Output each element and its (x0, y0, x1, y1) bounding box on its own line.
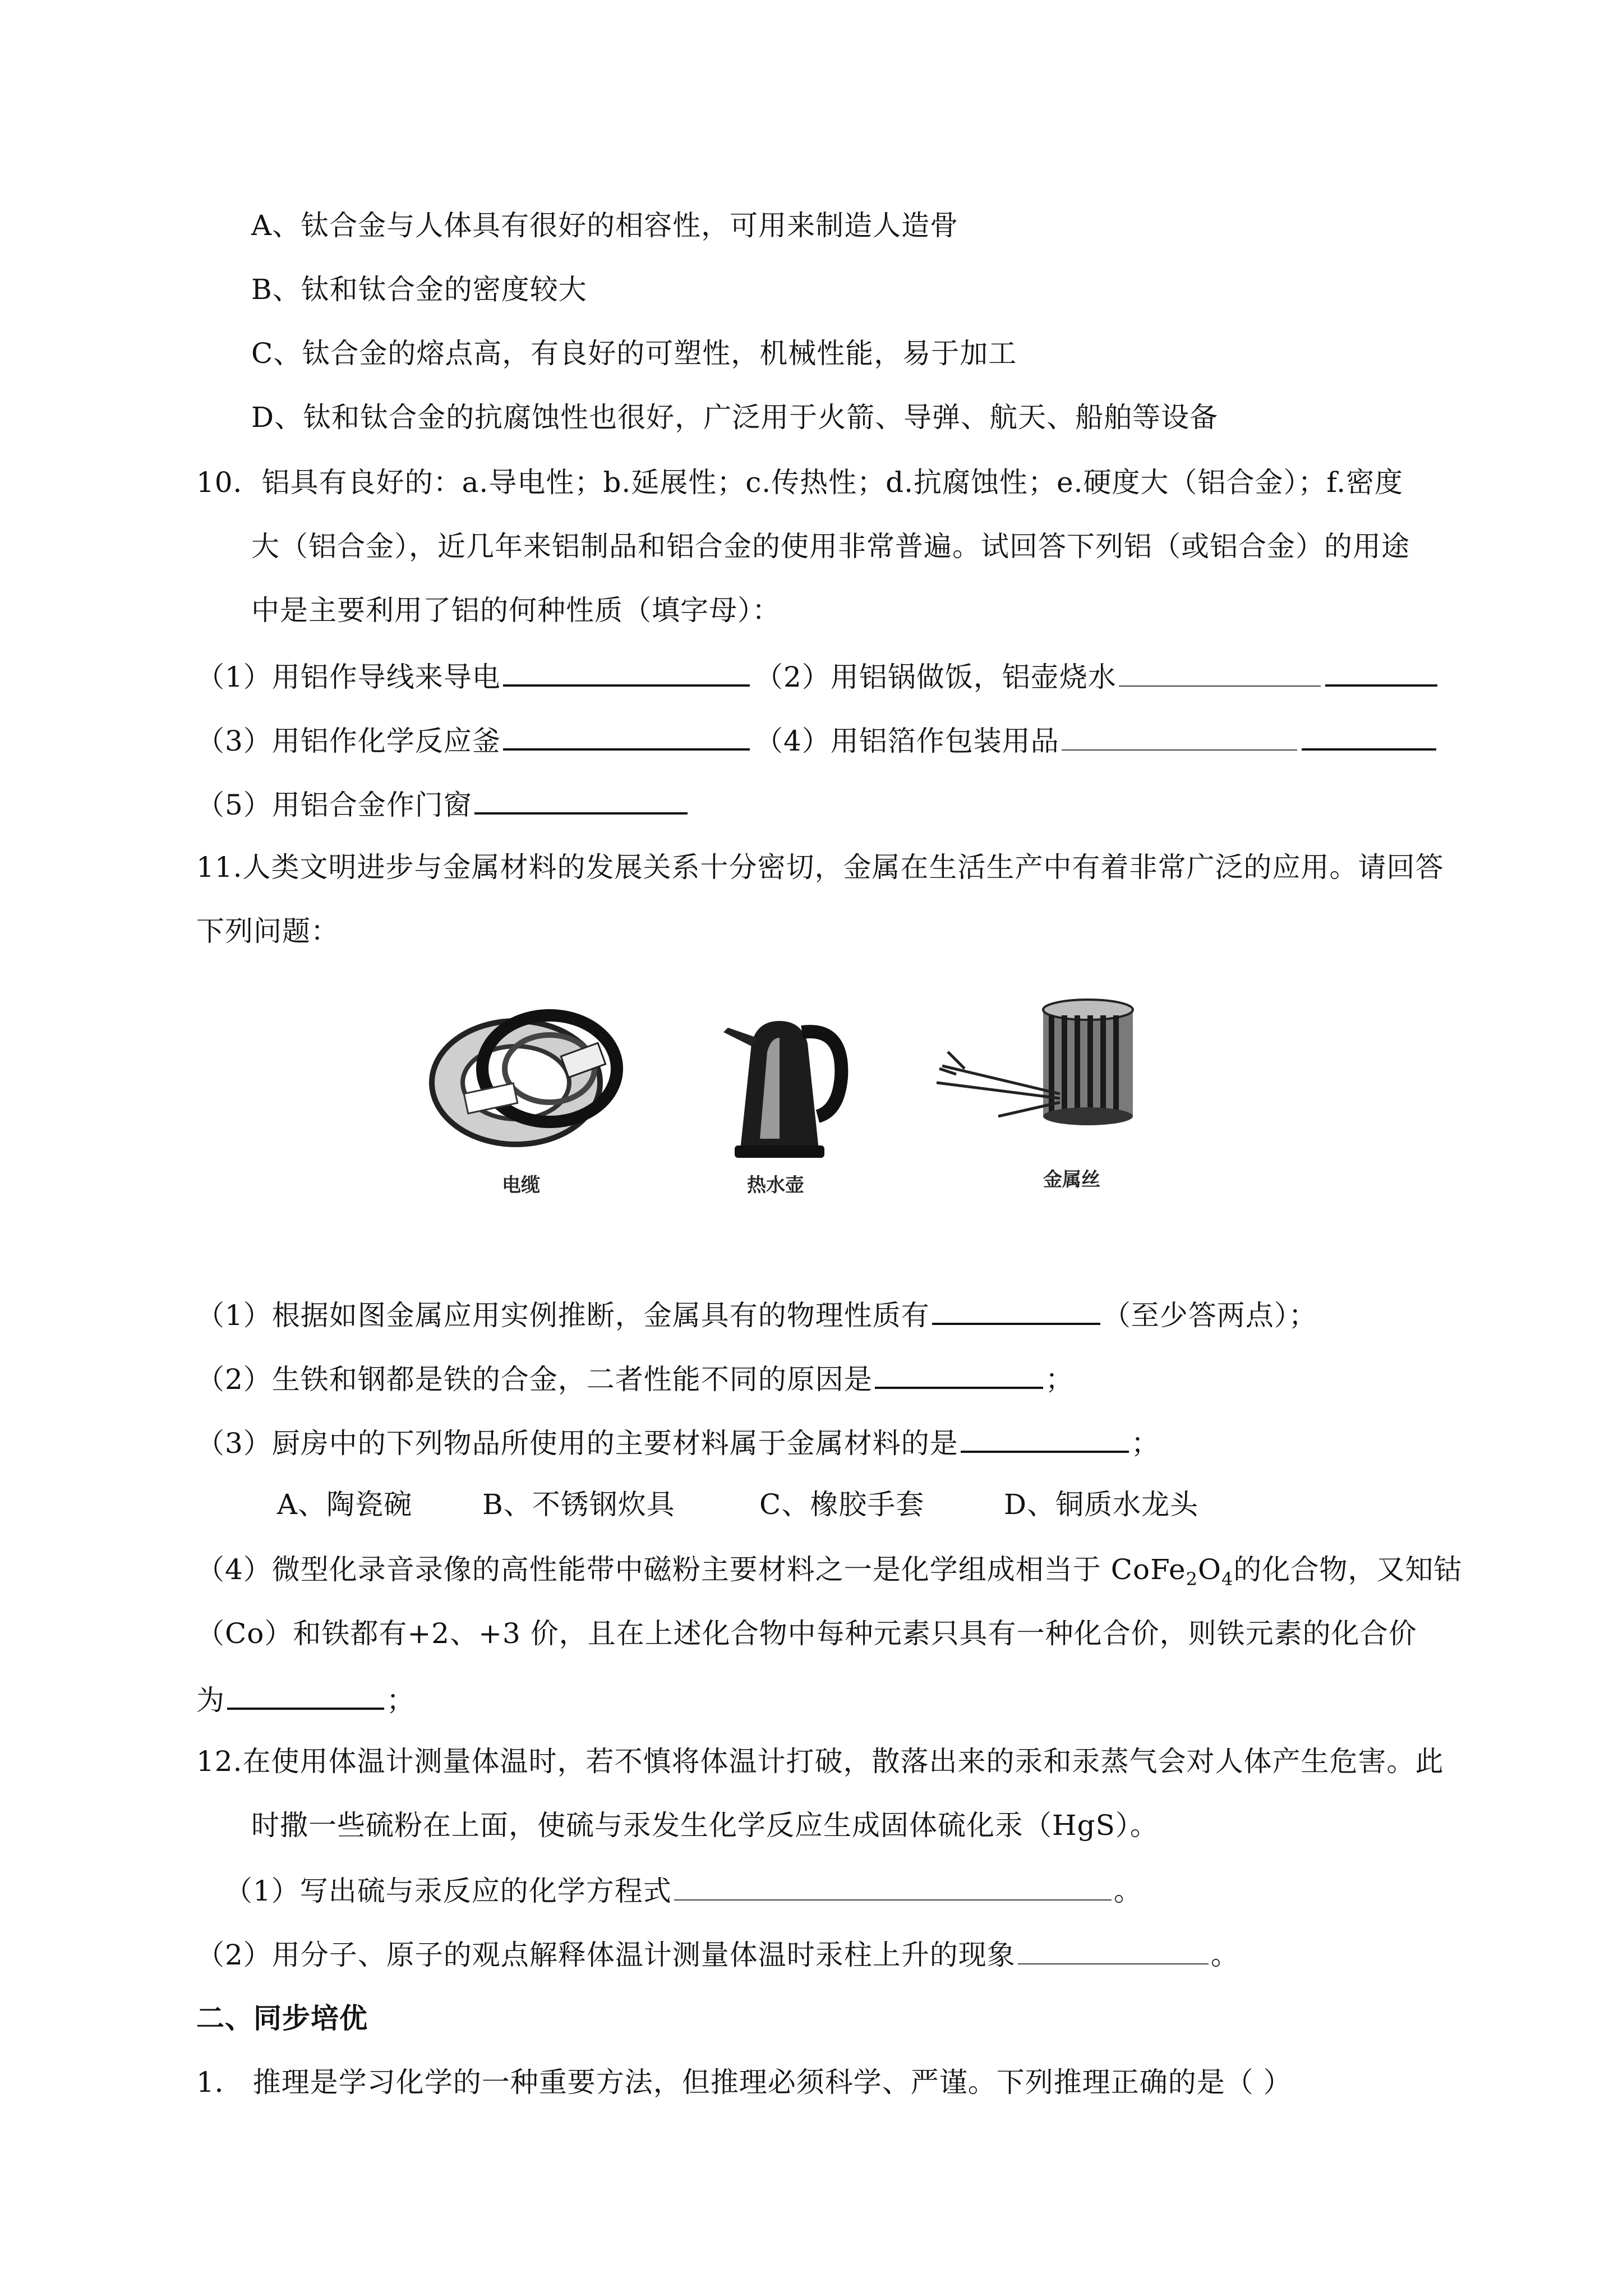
q10-part4-text: （4）用铝箔作包装用品 (755, 725, 1059, 757)
q9-option-b: B、钛和钛合金的密度较大 (251, 273, 587, 306)
q11-part4-text-a: （4）微型化录音录像的高性能带中磁粉主要材料之一是化学组成相当于 CoFe (196, 1553, 1186, 1586)
q11-option-a: A、陶瓷碗 (277, 1488, 413, 1521)
q10-stem-line1: 10．铝具有良好的：a.导电性；b.延展性；c.传热性；d.抗腐蚀性；e.硬度大（铝合金）；f.密度 (196, 466, 1404, 499)
q11-part4-text-b: 的化合物，又知钴 (1233, 1553, 1463, 1586)
q11-part1-text: （1）根据如图金属应用实例推断，金属具有的物理性质有 (196, 1299, 930, 1332)
q12-part2 (196, 1936, 1239, 1972)
q11-part1-suffix: （至少答两点）； (1102, 1299, 1317, 1332)
q12-stem-line2: 时撒一些硫粉在上面，使硫与汞发生化学反应生成固体硫化汞（HgS）。 (251, 1809, 1159, 1842)
q10-stem-line2: 大（铝合金），近几年来铝制品和铝合金的使用非常普遍。试回答下列铝（或铝合金）的用途 (251, 530, 1410, 563)
q12-stem-line1: 12.在使用体温计测量体温时，若不慎将体温计打破，散落出来的汞和汞蒸气会对人体产生危害。此 (196, 1745, 1444, 1778)
q11-part4-line1 (196, 1553, 1463, 1590)
q11-stem-line2: 下列问题： (196, 915, 339, 947)
q10-part1-text: （1）用铝作导线来导电 (196, 661, 501, 693)
q11-part4-line3 (196, 1681, 415, 1717)
formula-oxygen: O (1197, 1553, 1221, 1586)
q10-part5-blank[interactable] (474, 785, 688, 815)
q11-part2-text: （2）生铁和钢都是铁的合金，二者性能不同的原因是 (196, 1363, 873, 1396)
caption-kettle: 热水壶 (747, 1174, 804, 1197)
q12-part2-suffix: 。 (1210, 1939, 1239, 1971)
q10-part5 (196, 785, 690, 822)
q11-part2-blank[interactable] (875, 1360, 1043, 1389)
q11-part4-text-c: 为 (196, 1684, 225, 1717)
q11-part3-blank[interactable] (961, 1424, 1129, 1453)
q10-stem-line3: 中是主要利用了铝的何种性质（填字母）： (251, 594, 781, 627)
q10-part2 (755, 657, 1440, 694)
section2-question1: 1． 推理是学习化学的一种重要方法，但推理必须科学、严谨。下列推理正确的是（ ） (196, 2066, 1292, 2099)
q10-part3-text: （3）用铝作化学反应釜 (196, 725, 501, 757)
q10-part2-blank-b[interactable] (1325, 657, 1437, 687)
q11-part1 (196, 1296, 1317, 1332)
q12-part2-text: （2）用分子、原子的观点解释体温计测量体温时汞柱上升的现象 (196, 1939, 1016, 1971)
section-heading: 二、同步培优 (196, 2001, 368, 2035)
q11-stem-line1: 11.人类文明进步与金属材料的发展关系十分密切，金属在生活生产中有着非常广泛的应用。请回答 (196, 851, 1444, 884)
q11-part1-blank[interactable] (932, 1296, 1100, 1325)
q11-part4-suffix: ； (386, 1684, 415, 1717)
cable-image (426, 1004, 628, 1156)
q10-part3-blank[interactable] (503, 721, 750, 751)
q10-part1-blank[interactable] (503, 657, 750, 687)
q9-option-a: A、钛合金与人体具有很好的相容性，可用来制造人造骨 (251, 209, 959, 242)
q11-part4-blank[interactable] (227, 1681, 384, 1710)
q10-part3 (196, 721, 752, 758)
q10-part4-blank-a[interactable] (1062, 723, 1297, 751)
formula-sub-4: 4 (1221, 1568, 1234, 1590)
q10-part2-text: （2）用铝锅做饭，铝壶烧水 (755, 661, 1117, 693)
caption-cable: 电缆 (502, 1174, 540, 1197)
q11-option-b: B、不锈钢炊具 (482, 1488, 675, 1521)
q9-option-d: D、钛和钛合金的抗腐蚀性也很好，广泛用于火箭、导弹、航天、船舶等设备 (251, 401, 1219, 434)
q11-part3-text: （3）厨房中的下列物品所使用的主要材料属于金属材料的是 (196, 1427, 958, 1460)
formula-sub-2: 2 (1186, 1568, 1198, 1590)
q12-part2-blank[interactable] (1018, 1936, 1209, 1964)
q11-part2 (196, 1360, 1074, 1396)
metal-wire-image (931, 999, 1155, 1161)
q10-part2-blank-a[interactable] (1119, 659, 1321, 687)
q10-part1 (196, 657, 752, 694)
caption-metal-wire: 金属丝 (1043, 1168, 1100, 1191)
q10-part5-text: （5）用铝合金作门窗 (196, 789, 472, 821)
q12-part1 (224, 1872, 1142, 1908)
q11-part4-line2: （Co）和铁都有+2、+3 价，且在上述化合物中每种元素只具有一种化合价，则铁元素的化合价 (196, 1617, 1417, 1650)
metal-applications-figure (415, 987, 1200, 1212)
q10-part4-blank-b[interactable] (1302, 721, 1436, 751)
q9-option-c: C、钛合金的熔点高，有良好的可塑性，机械性能，易于加工 (251, 337, 1017, 370)
q12-part1-suffix: 。 (1113, 1875, 1142, 1907)
q12-part1-blank[interactable] (674, 1872, 1112, 1901)
q11-part3 (196, 1424, 1160, 1460)
q12-part1-text: （1）写出硫与汞反应的化学方程式 (224, 1875, 672, 1907)
q10-part4 (755, 721, 1438, 758)
kettle-image (718, 999, 852, 1161)
q11-part3-suffix: ； (1131, 1427, 1160, 1460)
q11-part2-suffix: ； (1045, 1363, 1074, 1396)
q11-option-d: D、铜质水龙头 (1004, 1488, 1199, 1521)
q11-option-c: C、橡胶手套 (759, 1488, 925, 1521)
